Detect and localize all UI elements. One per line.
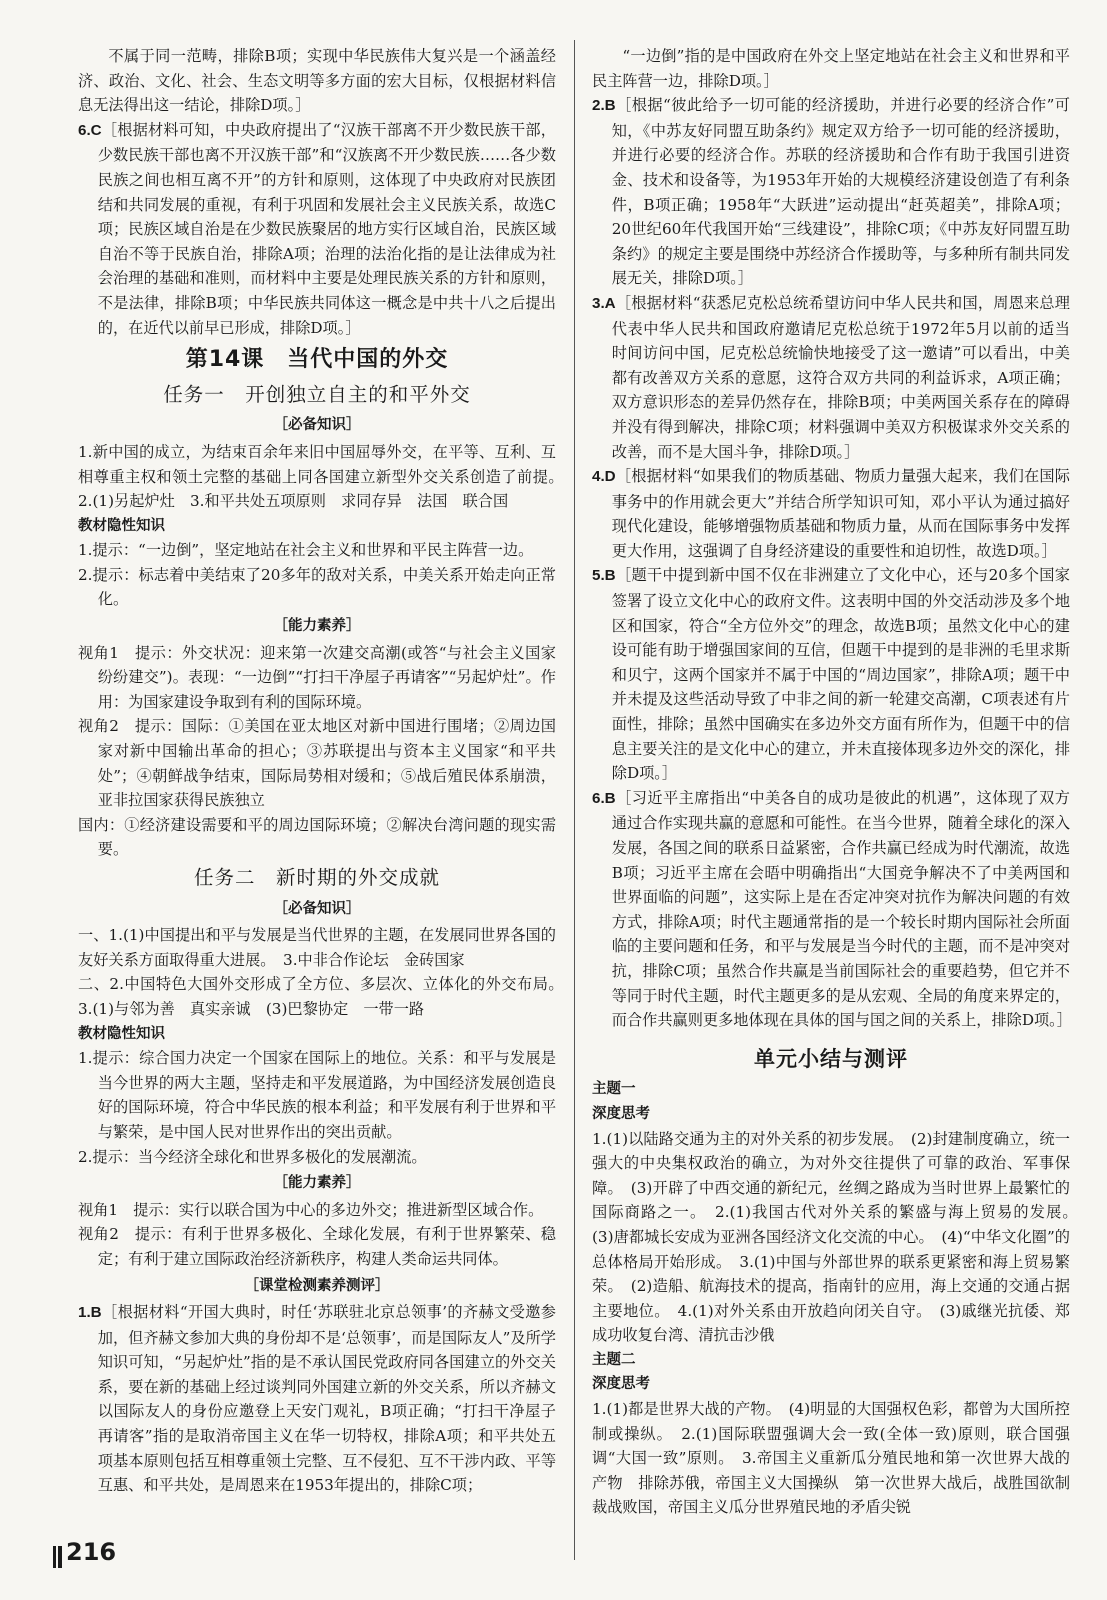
column-divider (574, 40, 575, 1560)
answer-item (78, 1300, 556, 1498)
left-column (78, 44, 572, 1498)
answer-item (592, 563, 1070, 785)
subsection-label: 深度思考 (592, 1376, 650, 1393)
paragraph: 1.(1)以陆路交通为主的对外关系的初步发展。 (2)封建制度确立，统一强大的中央集权政治的确立，为对外交往提供了可靠的政治、军事保障。 (3)开辟了中西交通的新纪元，丝绸之路成为当时世界上最繁忙的国际商路之一。 2.(1)我国古代对外关系的繁盛与海上贸易的发展。 (3)唐都城长安成为亚洲各国经济文化交流的中心。 (4)“中华文化圈”的总体格局开始形成。 3.(1)中国与外部世界的联系更紧密和海上贸易繁荣。 (2)造船、航海技术的提高，指南针的应用，海上交通的交通占据主要地位。 4.(1)对外关系由开放趋向闭关自守。 (3)戚继光抗倭、郑成功收复台湾、清抗击沙俄 (592, 1129, 1086, 1345)
answer-item (78, 118, 556, 340)
answer-number: 4.D (592, 468, 616, 486)
answer-item (592, 786, 1070, 1033)
lesson-title: 第14课 当代中国的外交 (185, 347, 449, 373)
answer-text: ［根据材料“如果我们的物质基础、物质力量强大起来，我们在国际事务中的作用就会更大”并结合所学知识可知，邓小平认为通过搞好现代化建设，能够增强物质基础和物质力量，从而在国际事务中发挥更大作用，这强调了自身经济建设的重要性和迫切性，故选D项。］ (611, 467, 1070, 560)
answer-item (592, 464, 1070, 563)
paragraph: 1.提示：“一边倒”，坚定地站在社会主义和世界和平民主阵营一边。 (78, 541, 534, 560)
task-title: 任务一 开创独立自主的和平外交 (163, 382, 471, 406)
answer-continuation: “一边倒”指的是中国政府在外交上坚定地站在社会主义和世界和平民主阵营一边，排除D项。］ (592, 47, 1070, 90)
page-number-bar (58, 1546, 62, 1568)
right-column (592, 44, 1086, 1520)
paragraph: 视角1 提示：实行以联合国为中心的多边外交；推进新型区域合作。 (78, 1200, 544, 1219)
answer-text: ［题干中提到新中国不仅在非洲建立了文化中心，还与20多个国家签署了设立文化中心的政府文件。这表明中国的外交活动涉及多个地区和国家，符合“全方位外交”的理念，故选B项；虽然文化中心的建设可能有助于增强国家间的互信，但题干中提到的是非洲的毛里求斯和贝宁，这两个国家并不属于中国的“周边国家”，排除A项；题干中并未提及这些活动导致了中非之间的新一轮建交高潮，C项表述有片面性，排除；虽然中国确实在多边外交方面有所作为，但题干中的信息主要关注的是文化中心的建立，并未直接体现多边外交的深化，排除D项。］ (611, 566, 1070, 783)
paragraph: 2.提示：标志着中美结束了20多年的敌对关系，中美关系开始走向正常化。 (78, 565, 556, 609)
answer-text: ［根据材料可知，中央政府提出了“汉族干部离不开少数民族干部，少数民族干部也离不开汉族干部”和“汉族离不开少数民族……各少数民族之间也相互离不开”的方针和原则，这体现了中央政府对民族团结和共同发展的重视，有利于巩固和发展社会主义民族关系，故选C项；民族区域自治是在少数民族聚居的地方实行区域自治，民族区域自治不等于民族自治，排除A项；治理的法治化指的是让法律成为社会治理的基础和准则，而材料中主要是处理民族关系的方针和原则，不是法律，排除B项；中华民族共同体这一概念是中共十八之后提出的，在近代以前早已形成，排除D项。］ (97, 120, 556, 337)
subsection-label: 教材隐性知识 (78, 517, 165, 534)
unit-summary-title: 单元小结与测评 (754, 1046, 908, 1071)
paragraph: 视角2 提示：国际：①美国在亚太地区对新中国进行围堵；②周边国家对新中国输出革命的担心；③苏联提出与资本主义国家“和平共处”；④朝鲜战争结束，国际局势相对缓和；⑤战后殖民体系崩溃，亚非拉国家获得民族独立 (78, 717, 556, 810)
answer-item (592, 291, 1070, 464)
subsection-label: 教材隐性知识 (78, 1025, 165, 1042)
subsection-label: 深度思考 (592, 1105, 650, 1122)
paragraph: 国内：①经济建设需要和平的周边国际环境；②解决台湾问题的现实需要。 (78, 815, 556, 859)
section-label: ［能力素养］ (273, 618, 361, 635)
answer-number: 2.B (592, 97, 616, 115)
paragraph: 1.新中国的成立，为结束百余年来旧中国屈辱外交，在平等、互利、互相尊重主权和领土完整的基础上同各国建立新型外交关系创造了前提。 2.(1)另起炉灶 3.和平共处五项原则 求同存异 法国 联合国 (78, 442, 572, 511)
theme-label: 主题二 (592, 1351, 636, 1368)
answer-item (592, 93, 1070, 291)
answer-number: 5.B (592, 567, 616, 585)
paragraph: 视角1 提示：外交状况：迎来第一次建交高潮(或答“与社会主义国家纷纷建交”)。表现：“一边倒”“打扫干净屋子再请客”“另起炉灶”。作用：为国家建设争取到有利的国际环境。 (78, 643, 556, 711)
answer-text: ［根据材料“开国大典时，时任‘苏联驻北京总领事’的齐赫文受邀参加，但齐赫文参加大典的身份却不是‘总领事’，而是国际友人”及所学知识可知，“另起炉灶”指的是不承认国民党政府同各国建立的外交关系，要在新的基础上经过谈判同外国建立新的外交关系，所以齐赫文以国际友人的身份应邀登上天安门观礼，B项正确；“打扫干净屋子再请客”指的是取消帝国主义在华一切特权，排除A项；和平共处五项基本原则包括互相尊重领土完整、互不侵犯、互不干涉内政、平等互惠、和平共处，是周恩来在1953年提出的，排除C项； (97, 1303, 556, 1495)
section-label: ［必备知识］ (273, 900, 361, 917)
task-title: 任务二 新时期的外交成就 (193, 866, 440, 889)
section-label: ［课堂检测素养测评］ (244, 1277, 390, 1294)
page-number: 216 (66, 1538, 117, 1566)
paragraph: 1.(1)都是世界大战的产物。 (4)明显的大国强权色彩，都曾为大国所控制或操纵。 2.(1)国际联盟强调大会一致(全体一致)原则，联合国强调“大国一致”原则。 3.帝国主义重新瓜分殖民地和第一次世界大战的产物 排除苏俄，帝国主义大国操纵 第一次世界大战后，战胜国欲制裁战败国，帝国主义瓜分世界殖民地的矛盾尖锐 (592, 1400, 1070, 1517)
answer-text: ［根据“彼此给予一切可能的经济援助，并进行必要的经济合作”可知，《中苏友好同盟互助条约》规定双方给予一切可能的经济援助，并进行必要的经济合作。苏联的经济援助和合作有助于我国引进资金、技术和设备等，为1953年开始的大规模经济建设创造了有利条件，B项正确；1958年“大跃进”运动提出“赶英超美”，排除A项；20世纪60年代我国开始“三线建设”，排除C项；《中苏友好同盟互助条约》的规定主要是围绕中苏经济合作援助等，与多种所有制共同发展无关，排除D项。］ (611, 96, 1070, 288)
answer-number: 6.C (78, 121, 102, 139)
paragraph: 2.提示：当今经济全球化和世界多极化的发展潮流。 (78, 1147, 427, 1166)
section-label: ［能力素养］ (273, 1175, 361, 1192)
paragraph: 1.提示：综合国力决定一个国家在国际上的地位。关系：和平与发展是当今世界的两大主题，坚持走和平发展道路，为中国经济发展创造良好的国际环境，符合中华民族的根本利益；和平发展有利于世界和平与繁荣，是中国人民对世界作出的突出贡献。 (78, 1049, 556, 1141)
answer-continuation: 不属于同一范畴，排除B项；实现中华民族伟大复兴是一个涵盖经济、政治、文化、社会、生态文明等多方面的宏大目标，仅根据材料信息无法得出这一结论，排除D项。］ (78, 47, 556, 115)
paragraph: 视角2 提示：有利于世界多极化、全球化发展，有利于世界繁荣、稳定；有利于建立国际政治经济新秩序，构建人类命运共同体。 (78, 1225, 556, 1268)
section-label: ［必备知识］ (273, 417, 361, 434)
page-number-bar (53, 1546, 56, 1568)
answer-number: 3.A (592, 294, 616, 312)
answer-number: 6.B (592, 789, 616, 807)
answer-text: ［根据材料“获悉尼克松总统希望访问中华人民共和国，周恩来总理代表中华人民共和国政府邀请尼克松总统于1972年5月以前的适当时间访问中国，尼克松总统愉快地接受了这一邀请”可以看出，中美都有改善双方关系的意愿，这符合双方共同的利益诉求，A项正确；双方意识形态的差异仍然存在，排除B项；中美两国关系存在的障碍并没有得到解决，排除C项；材料强调中美双方积极谋求外交关系的改善，而不是大国斗争，排除D项。］ (611, 293, 1070, 461)
answer-text: ［习近平主席指出“中美各自的成功是彼此的机遇”，这体现了双方通过合作实现共赢的意愿和可能性。在当今世界，随着全球化的深入发展，各国之间的联系日益紧密，合作共赢已经成为时代潮流，故选B项；习近平主席在会晤中明确指出“大国竞争解决不了中美两国和世界面临的问题”，这实际上是在否定冲突对抗作为解决问题的有效方式，排除A项；时代主题通常指的是一个较长时期内国际社会所面临的主要问题和任务，和平与发展是当今时代的主题，而不是冲突对抗，排除C项；虽然合作共赢是当前国际社会的重要趋势，但它并不等同于时代主题，时代主题更多的是从宏观、全局的角度来界定的，而合作共赢则更多地体现在具体的国与国之间的关系上，排除D项。］ (611, 788, 1072, 1030)
paragraph: 一、1.(1)中国提出和平与发展是当代世界的主题，在发展同世界各国的友好关系方面取得重大进展。 3.中非合作论坛 金砖国家 (78, 926, 556, 969)
theme-label: 主题一 (592, 1081, 636, 1098)
answer-number: 1.B (78, 1304, 102, 1322)
paragraph: 二、2.中国特色大国外交形成了全方位、多层次、立体化的外交布局。 3.(1)与邻为善 真实亲诚 (3)巴黎协定 一带一路 (78, 975, 572, 1018)
